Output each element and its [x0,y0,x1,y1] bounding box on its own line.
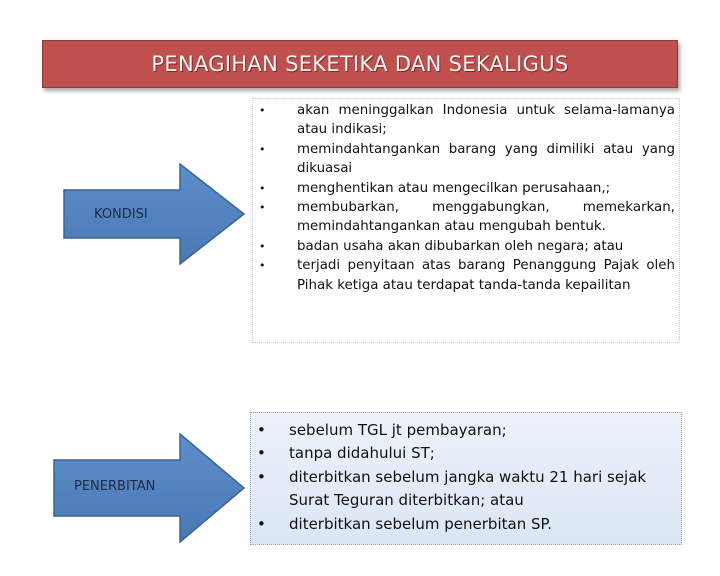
kondisi-label: KONDISI [94,207,148,222]
list-item: • tanpa didahului ST; [257,444,435,463]
kondisi-list [253,101,679,295]
penerbitan-content-box [250,412,682,545]
kondisi-content-box [252,98,680,343]
list-item: • membubarkan, menggabungkan, memekarkan, memindahtangankan atau mengubah bentuk. [259,200,675,235]
title-banner [42,40,678,88]
list-item: • menghentikan atau mengecilkan perusahaan,; [259,180,611,196]
penerbitan-list [251,419,681,536]
kondisi-arrow-icon [62,162,248,266]
list-item: • memindahtangankan barang yang dimiliki atau yang dikuasai [259,141,675,177]
list-item: • akan meninggalkan Indonesia untuk selama-lamanya atau indikasi; [259,103,675,138]
list-item: • terjadi penyitaan atas barang Penanggung Pajak oleh Pihak ketiga atau terdapat tanda-tanda kepailitan [259,258,675,293]
list-item: • sebelum TGL jt pembayaran; [257,421,507,439]
list-item: • diterbitkan sebelum penerbitan SP. [257,514,552,533]
penerbitan-label: PENERBITAN [74,479,156,494]
list-item: • diterbitkan sebelum jangka waktu 21 hari sejak Surat Teguran diterbitkan; atau [257,467,647,510]
list-item: • badan usaha akan dibubarkan oleh negara; atau [259,238,624,254]
page-title: PENAGIHAN SEKETIKA DAN SEKALIGUS [151,52,569,76]
